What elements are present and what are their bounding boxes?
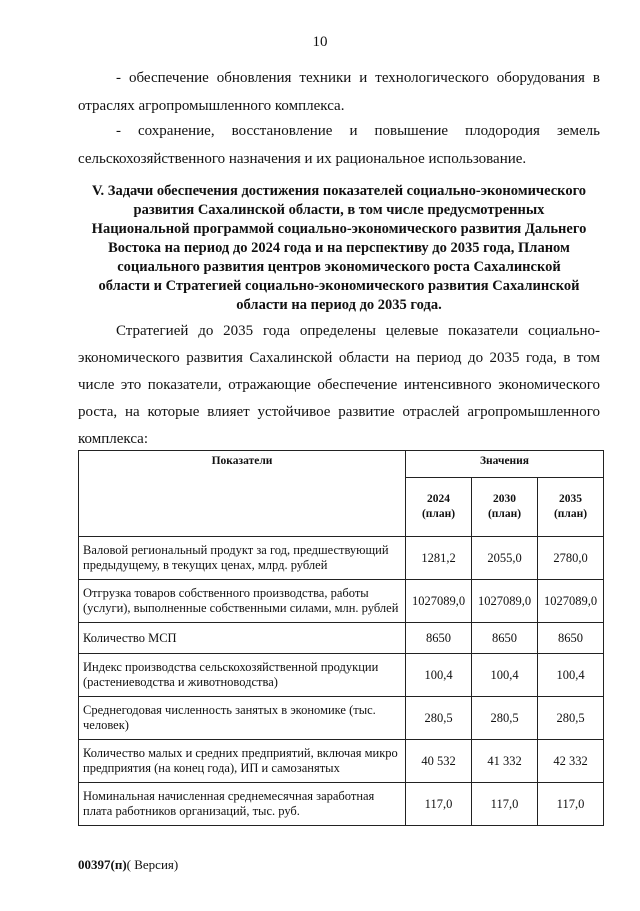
- table-row: [79, 783, 604, 826]
- value-cell: 100,4: [538, 654, 604, 697]
- section-title-line: развития Сахалинской области, в том числе предусмотренных: [133, 202, 545, 218]
- table-row: [79, 537, 604, 580]
- value-cell: 40 532: [406, 740, 472, 783]
- paragraph-line: сельскохозяйственного назначения и их рациональное использование.: [78, 151, 527, 167]
- document-footer: [78, 857, 178, 873]
- indicator-name: Отгрузка товаров собственного производства, работы (услуги), выполненные собственными силами, млн. рублей: [79, 580, 406, 623]
- year-label: 2030: [493, 493, 516, 505]
- indicator-name: Среднегодовая численность занятых в экономике (тыс. человек): [79, 697, 406, 740]
- paragraph-strategy-indicators: [78, 318, 600, 453]
- value-cell: 8650: [406, 623, 472, 654]
- header-year-2035: [538, 478, 604, 537]
- value-cell: 280,5: [472, 697, 538, 740]
- paragraph-line: - обеспечение обновления техники и технологического оборудования в: [116, 70, 600, 86]
- value-cell: 100,4: [406, 654, 472, 697]
- value-cell: 1027089,0: [472, 580, 538, 623]
- value-cell: 100,4: [472, 654, 538, 697]
- paragraph-line: отраслях агропромышленного комплекса.: [78, 98, 345, 114]
- paragraph-equipment-renewal: [78, 64, 600, 120]
- paragraph-line: - сохранение, восстановление и повышение плодородия земель: [116, 123, 600, 139]
- section-title: [78, 182, 600, 315]
- year-note: (план): [487, 508, 522, 520]
- header-indicators: Показатели: [79, 451, 406, 537]
- value-cell: 1027089,0: [406, 580, 472, 623]
- table-row: [79, 580, 604, 623]
- section-title-line: V. Задачи обеспечения достижения показателей социально-экономического: [91, 183, 587, 199]
- section-title-line: Национальной программой социально-экономического развития Дальнего: [91, 221, 587, 237]
- header-year-2024: [406, 478, 472, 537]
- paragraph-line: комплекса:: [78, 431, 148, 447]
- section-title-line: области на период до 2035 года.: [236, 297, 442, 313]
- value-cell: 8650: [538, 623, 604, 654]
- indicators-table: [78, 450, 604, 826]
- table-row: [79, 654, 604, 697]
- paragraph-line: числе это показатели, отражающие обеспечение интенсивного экономического: [78, 377, 600, 393]
- paragraph-line: Стратегией до 2035 года определены целевые показатели социально-: [116, 323, 600, 339]
- indicator-name: Индекс производства сельскохозяйственной продукции (растениеводства и животноводства): [79, 654, 406, 697]
- section-title-line: Востока на период до 2024 года и на перспективу до 2035 года, Планом: [108, 240, 570, 256]
- indicator-name: Номинальная начисленная среднемесячная заработная плата работников организаций, тыс. руб.: [79, 783, 406, 826]
- value-cell: 2780,0: [538, 537, 604, 580]
- year-label: 2035: [559, 493, 582, 505]
- table-row: [79, 623, 604, 654]
- value-cell: 117,0: [538, 783, 604, 826]
- paragraph-soil-fertility: [78, 117, 600, 173]
- value-cell: 280,5: [406, 697, 472, 740]
- value-cell: 2055,0: [472, 537, 538, 580]
- header-values: Значения: [406, 451, 604, 478]
- document-version: ( Версия): [126, 857, 179, 872]
- paragraph-line: роста, на которые влияет устойчивое развитие отраслей агропромышленного: [78, 404, 600, 420]
- table-header-row: [79, 451, 604, 478]
- value-cell: 117,0: [406, 783, 472, 826]
- table-row: [79, 697, 604, 740]
- value-cell: 42 332: [538, 740, 604, 783]
- year-label: 2024: [427, 493, 450, 505]
- table-row: [79, 740, 604, 783]
- paragraph-line: экономического развития Сахалинской области на период до 2035 года, в том: [78, 350, 600, 366]
- value-cell: 8650: [472, 623, 538, 654]
- section-title-line: социального развития центров экономического роста Сахалинской: [117, 259, 561, 275]
- year-note: (план): [553, 508, 588, 520]
- indicator-name: Валовой региональный продукт за год, предшествующий предыдущему, в текущих ценах, млрд. рублей: [79, 537, 406, 580]
- value-cell: 1027089,0: [538, 580, 604, 623]
- indicator-name: Количество МСП: [79, 623, 406, 654]
- header-year-2030: [472, 478, 538, 537]
- value-cell: 117,0: [472, 783, 538, 826]
- year-note: (план): [421, 508, 456, 520]
- document-code: 00397(п): [78, 857, 127, 872]
- value-cell: 1281,2: [406, 537, 472, 580]
- page-number: 10: [312, 34, 328, 50]
- section-title-line: области и Стратегией социально-экономического развития Сахалинской: [98, 278, 580, 294]
- indicator-name: Количество малых и средних предприятий, включая микро предприятия (на конец года), ИП и самозанятых: [79, 740, 406, 783]
- value-cell: 41 332: [472, 740, 538, 783]
- value-cell: 280,5: [538, 697, 604, 740]
